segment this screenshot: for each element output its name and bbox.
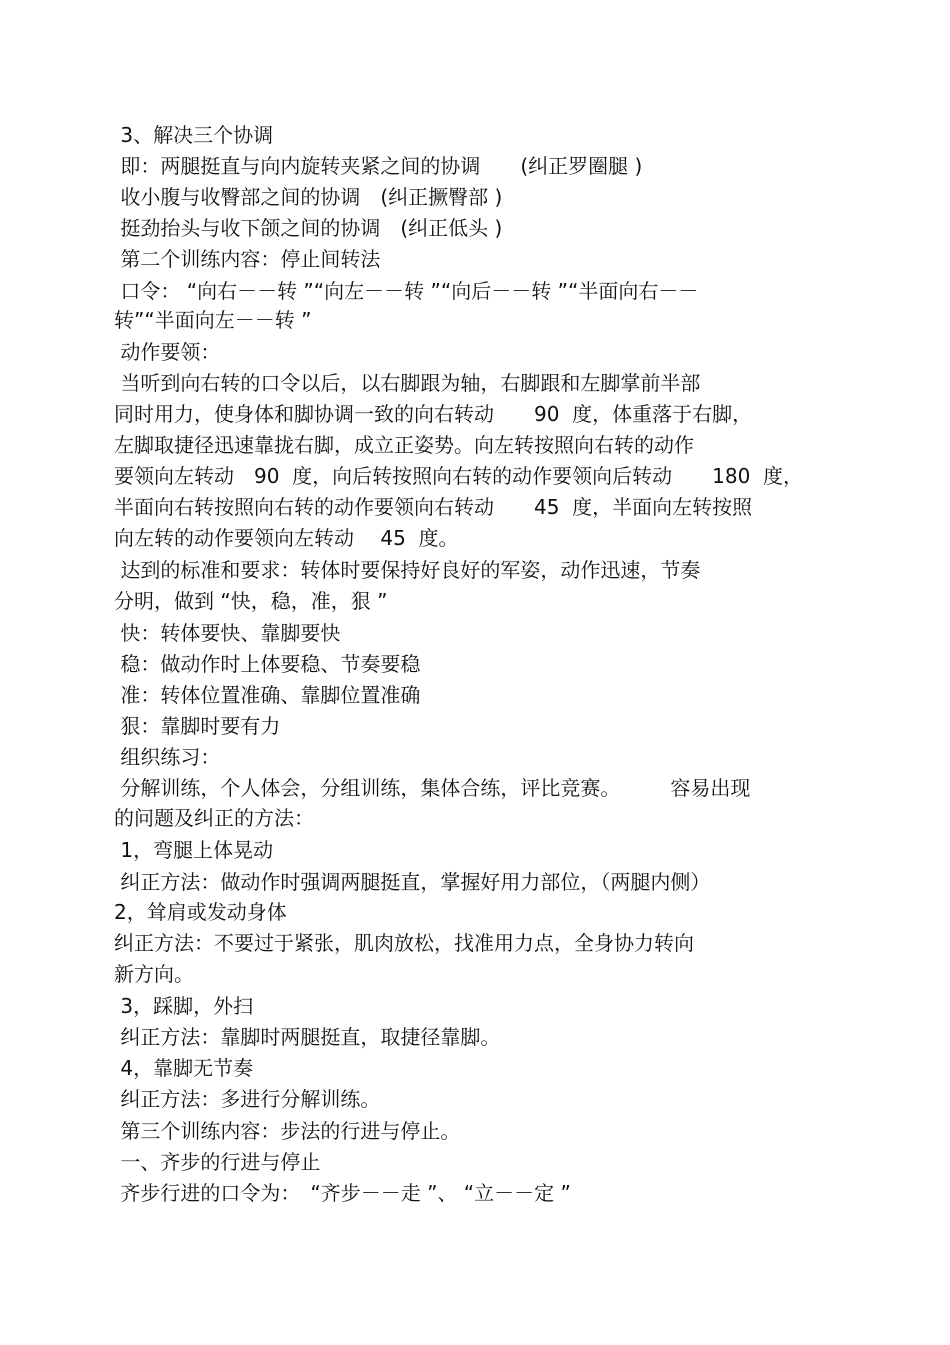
text-line: 的问题及纠正的方法：	[114, 806, 314, 830]
text-line: 动作要领：	[114, 340, 221, 364]
text-line: 当听到向右转的口令以后，以右脚跟为轴，右脚跟和左脚掌前半部	[114, 371, 701, 395]
text-line: 纠正方法：靠脚时两腿挺直，取捷径靠脚。	[114, 1025, 501, 1049]
text-line: 4，靠脚无节奏	[114, 1056, 254, 1080]
text-line: 左脚取捷径迅速靠拢右脚，成立正姿势。向左转按照向右转的动作	[114, 433, 694, 457]
text-line: 准：转体位置准确、靠脚位置准确	[114, 683, 421, 707]
text-line: 半面向右转按照向右转的动作要领向右转动 45 度，半面向左转按照	[114, 495, 753, 519]
text-line: 挺劲抬头与收下颌之间的协调 (纠正低头 )	[114, 216, 503, 240]
text-line: 第三个训练内容：步法的行进与停止。	[114, 1119, 461, 1143]
text-line: 3、解决三个协调	[114, 123, 274, 147]
text-line: 纠正方法：多进行分解训练。	[114, 1087, 381, 1111]
text-line: 转”“半面向左－－转 ”	[114, 308, 312, 332]
text-line: 即：两腿挺直与向内旋转夹紧之间的协调 (纠正罗圈腿 )	[114, 154, 643, 178]
text-line: 快：转体要快、靠脚要快	[114, 621, 341, 645]
text-line: 纠正方法：做动作时强调两腿挺直，掌握好用力部位，（两腿内侧）	[114, 870, 711, 894]
text-line: 稳：做动作时上体要稳、节奏要稳	[114, 652, 421, 676]
text-line: 一、齐步的行进与停止	[114, 1150, 321, 1174]
text-line: 狠：靠脚时要有力	[114, 714, 281, 738]
text-line: 纠正方法：不要过于紧张，肌肉放松，找准用力点，全身协力转向	[114, 931, 694, 955]
text-line: 1，弯腿上体晃动	[114, 838, 274, 862]
text-line: 达到的标准和要求：转体时要保持好良好的军姿，动作迅速，节奏	[114, 558, 701, 582]
text-line: 2，耸肩或发动身体	[114, 900, 287, 924]
text-line: 齐步行进的口令为： “齐步－－走 ”、 “立－－定 ”	[114, 1181, 571, 1205]
text-line: 收小腹与收臀部之间的协调 (纠正撅臀部 )	[114, 185, 503, 209]
text-line: 3，踩脚，外扫	[114, 994, 254, 1018]
text-line: 第二个训练内容：停止间转法	[114, 247, 381, 271]
text-line: 分明，做到 “快，稳，准，狠 ”	[114, 589, 388, 613]
text-line: 组织练习：	[114, 745, 221, 769]
text-line: 同时用力，使身体和脚协调一致的向右转动 90 度，体重落于右脚，	[114, 402, 753, 426]
text-line: 新方向。	[114, 962, 194, 986]
text-line: 口令： “向右－－转 ”“向左－－转 ”“向后－－转 ”“半面向右－－	[114, 279, 699, 303]
text-line: 向左转的动作要领向左转动 45 度。	[114, 526, 459, 550]
text-line: 分解训练，个人体会，分组训练，集体合练，评比竞赛。 容易出现	[114, 776, 751, 800]
text-line: 要领向左转动 90 度，向后转按照向右转的动作要领向后转动 180 度，	[114, 464, 804, 488]
